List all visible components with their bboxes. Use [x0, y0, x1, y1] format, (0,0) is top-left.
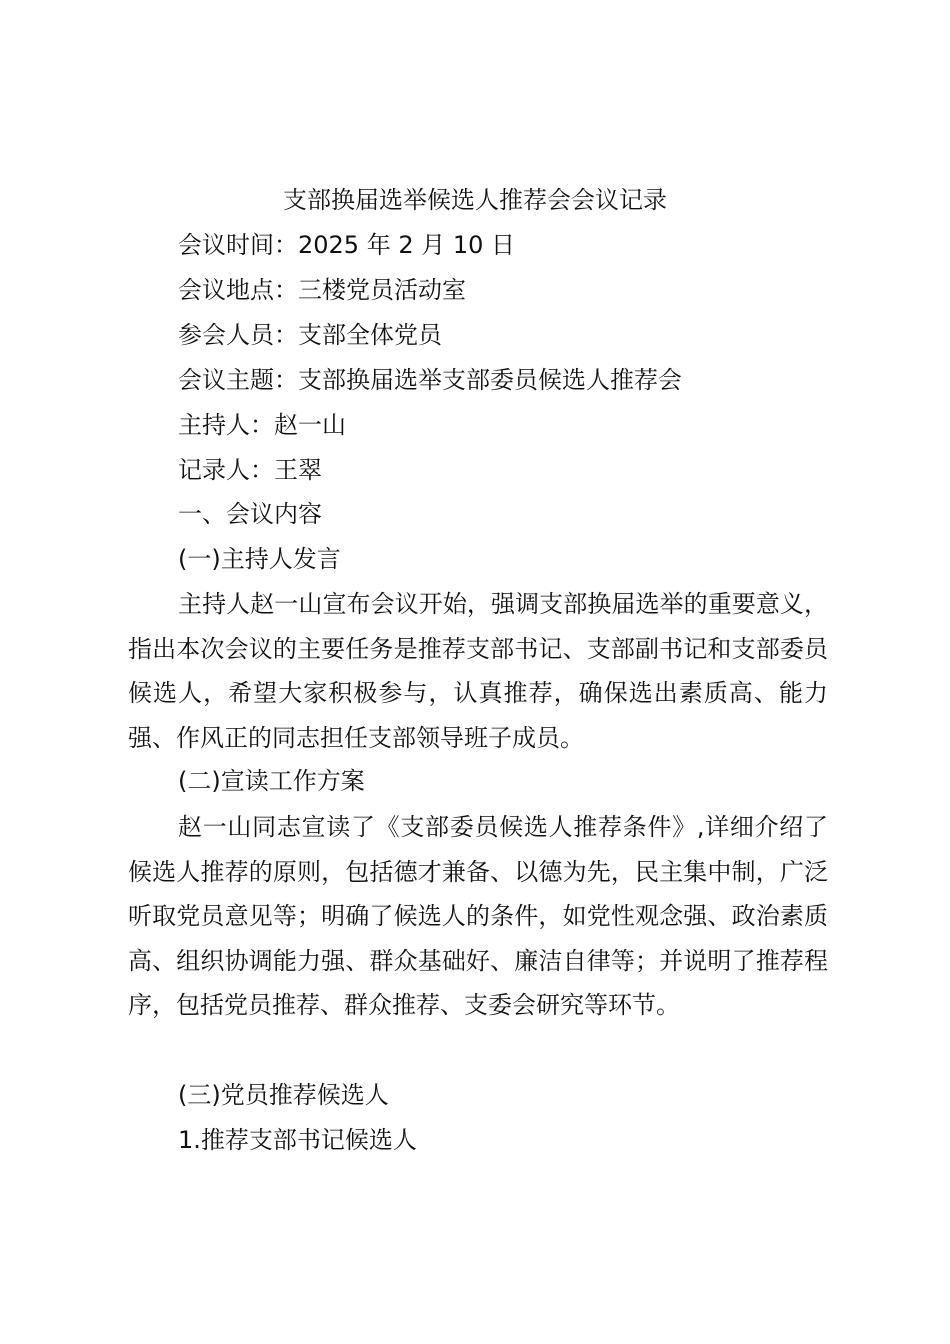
- subsection-heading-work-plan: (二)宣读工作方案: [178, 767, 365, 795]
- meeting-theme: 会议主题：支部换届选举支部委员候选人推荐会: [178, 366, 682, 394]
- subsection-heading-host-speech: (一)主持人发言: [178, 545, 341, 573]
- meeting-host: 主持人：赵一山: [178, 411, 346, 439]
- meeting-place: 会议地点：三楼党员活动室: [178, 276, 466, 304]
- meeting-time: 会议时间：2025 年 2 月 10 日: [178, 231, 516, 259]
- paragraph-work-plan: 赵一山同志宣读了《支部委员候选人推荐条件》,详细介绍了候选人推荐的原则，包括德才兼备、以德为先，民主集中制，广泛听取党员意见等；明确了候选人的条件，如党性观念强、政治素质高、组织协调能力强、群众基础好、廉洁自律等；并说明了推荐程序，包括党员推荐、群众推荐、支委会研究等环节。: [128, 813, 828, 1019]
- meeting-attendees: 参会人员：支部全体党员: [178, 321, 442, 349]
- item-heading-secretary-candidate: 1.推荐支部书记候选人: [178, 1126, 417, 1154]
- document-title: 支部换届选举候选人推荐会会议记录: [283, 186, 667, 214]
- subsection-heading-member-recommendation: (三)党员推荐候选人: [178, 1081, 389, 1109]
- meeting-recorder: 记录人：王翠: [178, 456, 322, 484]
- paragraph-host-speech: 主持人赵一山宣布会议开始，强调支部换届选举的重要意义，指出本次会议的主要任务是推荐支部书记、支部副书记和支部委员候选人，希望大家积极参与，认真推荐，确保选出素质高、能力强、作风正的同志担任支部领导班子成员。: [128, 590, 828, 752]
- section-heading-content: 一、会议内容: [178, 500, 322, 528]
